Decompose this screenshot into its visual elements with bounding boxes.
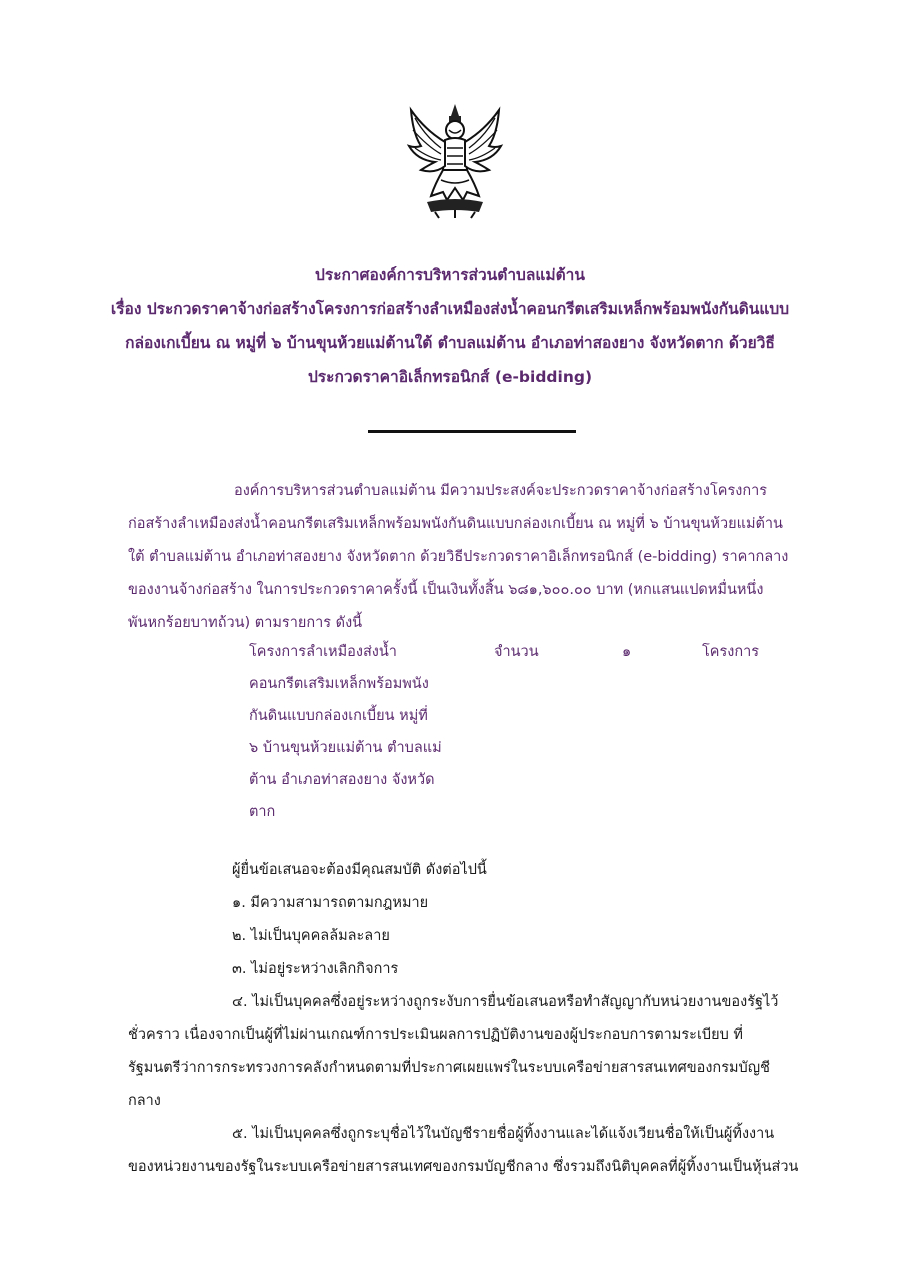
subject-line-3: ประกวดราคาอิเล็กทรอนิกส์ (e-bidding)	[307, 368, 593, 386]
paragraph-1-line-4: ของงานจ้างก่อสร้าง ในการประกวดราคาครั้งนี้ เป็นเงินทั้งสิ้น ๖๘๑,๖๐๐.๐๐ บาท (หกแสนแปดหมื่นหนึ่ง	[128, 582, 764, 598]
item-name-line-4: ๖ บ้านขุนห้วยแม่ต้าน ตำบลแม่	[249, 740, 442, 756]
item-name-line-2: คอนกรีตเสริมเหล็กพร้อมพนัง	[249, 676, 429, 692]
qualifications-intro: ผู้ยื่นข้อเสนอจะต้องมีคุณสมบัติ ดังต่อไปนี้	[232, 862, 487, 878]
announcement-title: ประกาศองค์การบริหารส่วนตำบลแม่ต้าน	[315, 266, 585, 284]
item-qty: ๑	[622, 644, 632, 660]
qualification-4-line-2: ชั่วคราว เนื่องจากเป็นผู้ที่ไม่ผ่านเกณฑ์การประเมินผลการปฏิบัติงานของผู้ประกอบการตามระเบียบ ที่	[128, 1027, 743, 1043]
qualification-1: ๑. มีความสามารถตามกฎหมาย	[232, 895, 429, 911]
qualification-4-line-3: รัฐมนตรีว่าการกระทรวงการคลังกำหนดตามที่ประกาศเผยแพร่ในระบบเครือข่ายสารสนเทศของกรมบัญชี	[128, 1060, 770, 1076]
subject-line-2: กล่องเกเบี้ยน ณ หมู่ที่ ๖ บ้านขุนห้วยแม่ต้านใต้ ตำบลแม่ต้าน อำเภอท่าสองยาง จังหวัดตาก ด้วยวิธี	[125, 334, 775, 352]
qualification-2: ๒. ไม่เป็นบุคคลล้มละลาย	[232, 928, 390, 944]
header-divider	[368, 430, 576, 433]
subject-line-1: เรื่อง ประกวดราคาจ้างก่อสร้างโครงการก่อสร้างลำเหมืองส่งน้ำคอนกรีตเสริมเหล็กพร้อมพนังกันดินแบบ	[110, 300, 790, 318]
item-name-line-6: ตาก	[249, 804, 276, 820]
item-unit: โครงการ	[702, 644, 760, 660]
paragraph-1-line-5: พันหกร้อยบาทถ้วน) ตามรายการ ดังนี้	[128, 615, 363, 631]
qualification-3: ๓. ไม่อยู่ระหว่างเลิกกิจการ	[232, 961, 399, 977]
item-qty-label: จำนวน	[494, 644, 539, 660]
item-name-line-3: กันดินแบบกล่องเกเบี้ยน หมู่ที่	[249, 708, 428, 724]
paragraph-1-line-3: ใต้ ตำบลแม่ต้าน อำเภอท่าสองยาง จังหวัดตาก ด้วยวิธีประกวดราคาอิเล็กทรอนิกส์ (e-bidding) ราคากลาง	[128, 549, 789, 565]
item-name-line-5: ต้าน อำเภอท่าสองยาง จังหวัด	[249, 772, 435, 788]
qualification-4-line-1: ๔. ไม่เป็นบุคคลซึ่งอยู่ระหว่างถูกระงับการยื่นข้อเสนอหรือทำสัญญากับหน่วยงานของรัฐไว้	[232, 994, 779, 1010]
paragraph-1-line-2: ก่อสร้างลำเหมืองส่งน้ำคอนกรีตเสริมเหล็กพร้อมพนังกันดินแบบกล่องเกเบี้ยน ณ หมู่ที่ ๖ บ้านขุนห้วยแม่ต้าน	[128, 516, 783, 532]
qualification-5-line-1: ๕. ไม่เป็นบุคคลซึ่งถูกระบุชื่อไว้ในบัญชีรายชื่อผู้ทิ้งงานและได้แจ้งเวียนชื่อให้เป็นผู้ทิ้งงาน	[232, 1126, 775, 1142]
qualification-4-line-4: กลาง	[128, 1093, 161, 1109]
item-name-line-1: โครงการลำเหมืองส่งน้ำ	[249, 644, 397, 660]
paragraph-1-line-1: องค์การบริหารส่วนตำบลแม่ต้าน มีความประสงค์จะประกวดราคาจ้างก่อสร้างโครงการ	[234, 483, 768, 499]
garuda-emblem-icon	[405, 100, 505, 220]
qualification-5-line-2: ของหน่วยงานของรัฐในระบบเครือข่ายสารสนเทศของกรมบัญชีกลาง ซึ่งรวมถึงนิติบุคคลที่ผู้ทิ้งงานเป็นหุ้นส่วน	[128, 1159, 799, 1175]
